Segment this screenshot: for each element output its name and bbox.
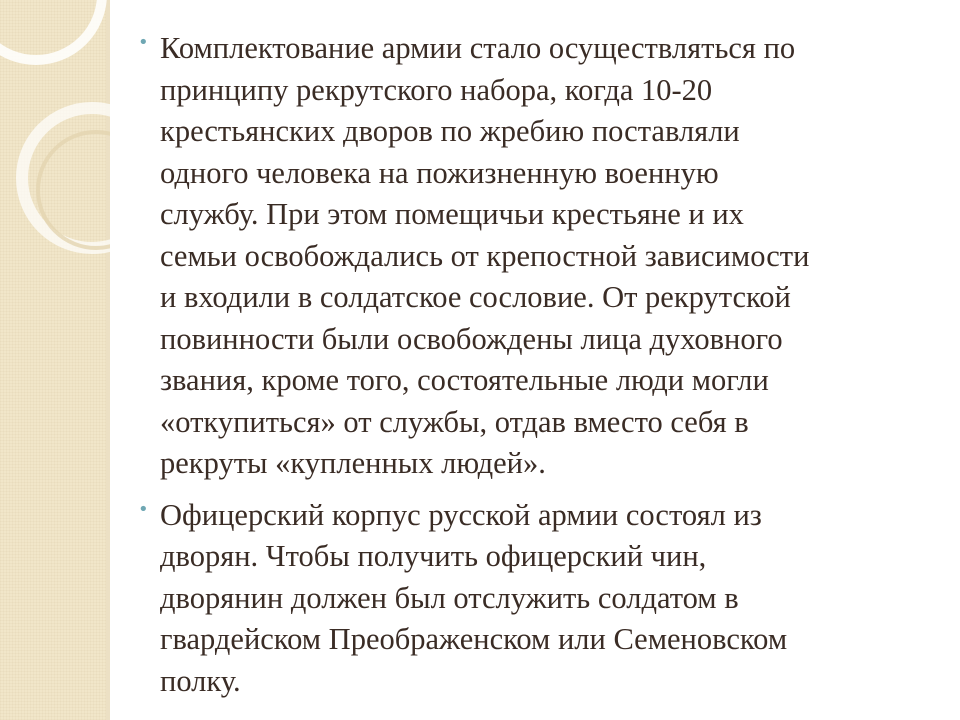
bullet-icon: • <box>138 498 149 520</box>
bullet-icon: • <box>138 32 149 53</box>
bullet-text: Комплектование армии стало осуществляться по принципу рекрутского набора, когда 10-20 крестьянских дворов по жребию поставляли одного человека на пожизненную военную службу. При этом помещичьи крестьяне и их семьи освобождались от крепостной зависимости и входили в солдатское сословие. От рекрутской повинности были освобождены лица духовного звания, кроме того, состоятельные люди могли «откупиться» от службы, отдав вместо себя в рекруты «купленных людей». <box>160 31 810 480</box>
bullet-text: Офицерский корпус русской армии состоял из дворян. Чтобы получить офицерский чин, дворянин должен был отслужить солдатом в гвардейском Преображенском или Семеновском полку. <box>160 497 788 698</box>
bullet-item-officer-corps <box>134 495 934 703</box>
slide-content <box>134 28 934 712</box>
bullet-item-recruitment <box>134 28 934 485</box>
decorative-circles-icon <box>0 0 110 300</box>
